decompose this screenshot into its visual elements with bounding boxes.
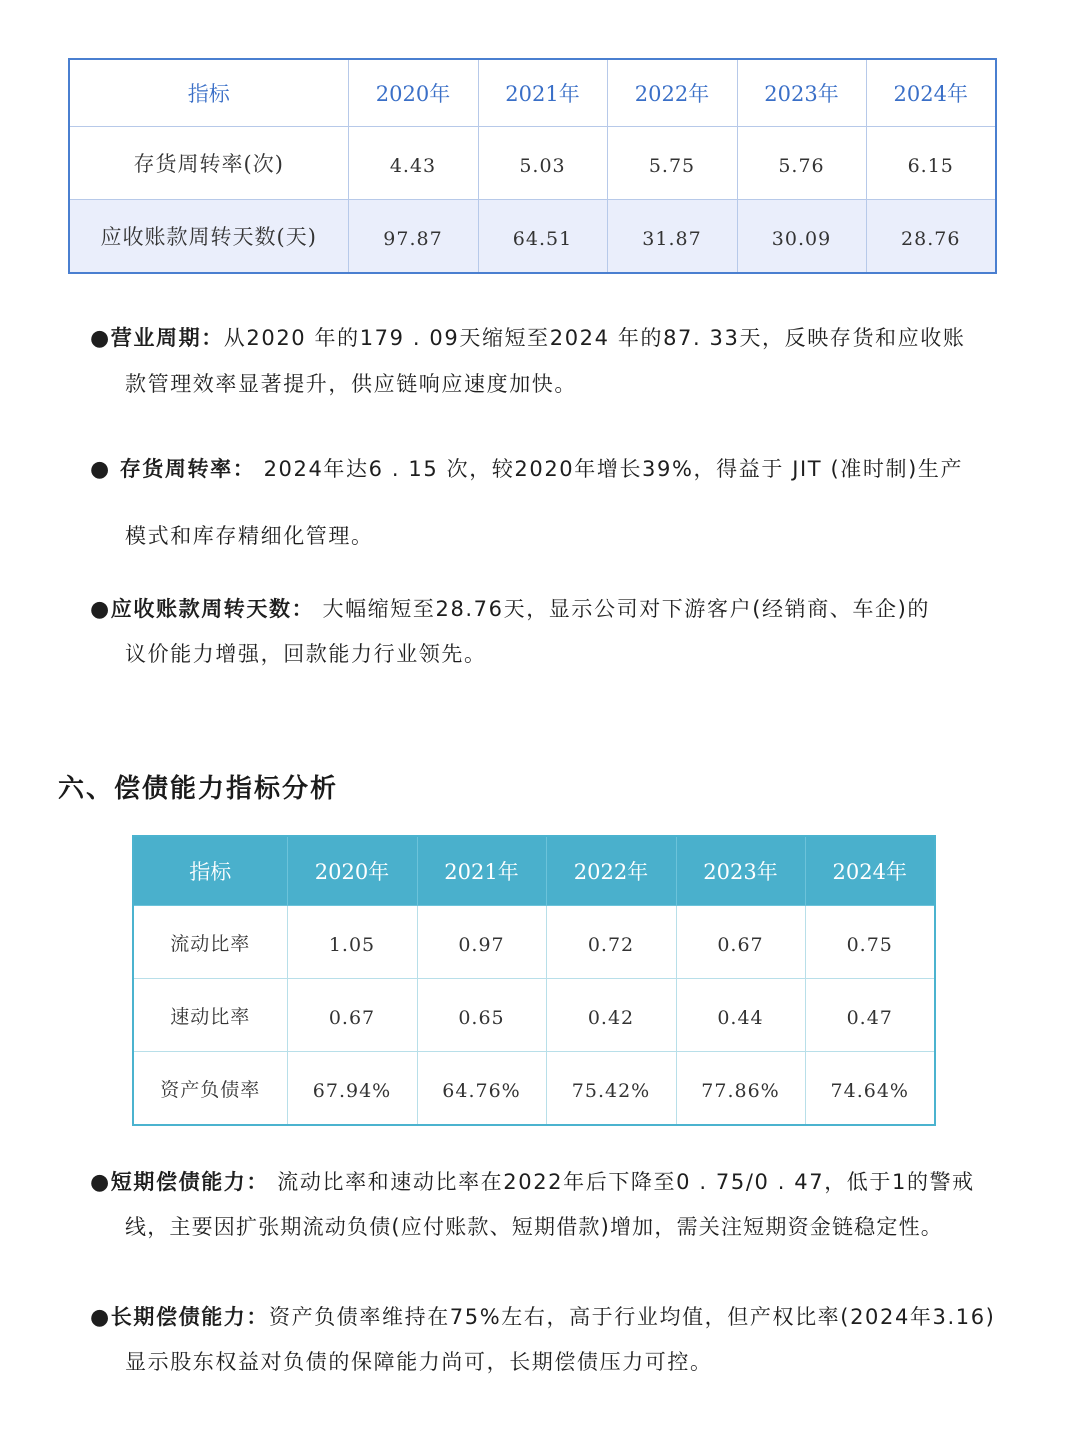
bullet-title: 存货周转率： bbox=[110, 457, 256, 481]
bullet-title: 长期偿债能力： bbox=[110, 1305, 269, 1329]
table-cell: 28.76 bbox=[866, 200, 996, 274]
bullet-marker: ● bbox=[90, 457, 111, 482]
table-cell: 30.09 bbox=[737, 200, 866, 274]
table-cell: 31.87 bbox=[607, 200, 737, 274]
header-cell: 2022年 bbox=[607, 59, 737, 127]
bullet-long-term-solvency bbox=[90, 1301, 1010, 1378]
table-cell: 0.67 bbox=[287, 979, 417, 1052]
table-row bbox=[69, 127, 996, 200]
bullet-title: 应收账款周转天数： bbox=[110, 597, 315, 621]
header-cell: 2023年 bbox=[737, 59, 866, 127]
header-cell: 2021年 bbox=[478, 59, 607, 127]
table-cell: 5.03 bbox=[478, 127, 607, 200]
bullet-marker: ● bbox=[90, 1170, 111, 1195]
section-title: 六、偿债能力指标分析 bbox=[58, 774, 339, 804]
bullet-marker: ● bbox=[90, 1305, 111, 1330]
table-cell: 0.65 bbox=[417, 979, 546, 1052]
table-cell: 5.75 bbox=[607, 127, 737, 200]
table-header-row bbox=[69, 59, 996, 127]
bullet-text-cont: 线，主要因扩张期流动负债(应付账款、短期借款)增加，需关注短期资金链稳定性。 bbox=[125, 1215, 943, 1239]
bullet-operating-cycle bbox=[90, 322, 1010, 400]
table-cell: 0.97 bbox=[417, 906, 546, 979]
bullet-marker: ● bbox=[90, 326, 111, 351]
table-cell: 75.42% bbox=[546, 1052, 676, 1126]
table-cell: 0.75 bbox=[805, 906, 935, 979]
header-cell: 2022年 bbox=[546, 836, 676, 906]
bullet-text: 资产负债率维持在75%左右，高于行业均值，但产权比率(2024年3.16) bbox=[269, 1305, 996, 1329]
bullet-short-term-solvency bbox=[90, 1166, 1010, 1243]
bullet-text: 从2020 年的179 . 09天缩短至2024 年的87. 33天，反映存货和应收账 bbox=[223, 326, 966, 350]
table-cell: 1.05 bbox=[287, 906, 417, 979]
header-cell: 2021年 bbox=[417, 836, 546, 906]
table-cell: 5.76 bbox=[737, 127, 866, 200]
bullet-inventory-turnover bbox=[90, 453, 1010, 552]
table-cell: 97.87 bbox=[348, 200, 478, 274]
header-cell: 2020年 bbox=[287, 836, 417, 906]
table-header-row bbox=[133, 836, 935, 906]
header-cell: 2024年 bbox=[866, 59, 996, 127]
table-cell: 6.15 bbox=[866, 127, 996, 200]
row-label: 存货周转率(次) bbox=[69, 127, 348, 200]
table-cell: 0.47 bbox=[805, 979, 935, 1052]
header-cell: 2024年 bbox=[805, 836, 935, 906]
table-cell: 64.76% bbox=[417, 1052, 546, 1126]
turnover-table bbox=[68, 58, 997, 274]
bullet-title: 营业周期： bbox=[110, 326, 224, 350]
header-cell: 2020年 bbox=[348, 59, 478, 127]
header-cell: 2023年 bbox=[676, 836, 805, 906]
table-cell: 67.94% bbox=[287, 1052, 417, 1126]
table-row bbox=[69, 200, 996, 274]
bullet-text-cont: 模式和库存精细化管理。 bbox=[125, 524, 374, 548]
table-cell: 0.67 bbox=[676, 906, 805, 979]
row-label: 应收账款周转天数(天) bbox=[69, 200, 348, 274]
table-cell: 64.51 bbox=[478, 200, 607, 274]
bullet-text-cont: 议价能力增强，回款能力行业领先。 bbox=[125, 642, 487, 666]
bullet-title: 短期偿债能力： bbox=[110, 1170, 269, 1194]
table-row bbox=[133, 979, 935, 1052]
bullet-receivable-days bbox=[90, 593, 1010, 670]
bullet-text: 2024年达6 . 15 次，较2020年增长39%，得益于 JIT (准时制)生产 bbox=[255, 457, 964, 481]
bullet-text-cont: 款管理效率显著提升，供应链响应速度加快。 bbox=[125, 372, 577, 396]
table-cell: 4.43 bbox=[348, 127, 478, 200]
row-label: 速动比率 bbox=[133, 979, 287, 1052]
table-row bbox=[133, 906, 935, 979]
table-cell: 0.72 bbox=[546, 906, 676, 979]
table-cell: 77.86% bbox=[676, 1052, 805, 1126]
bullet-marker: ● bbox=[90, 597, 111, 622]
row-label: 流动比率 bbox=[133, 906, 287, 979]
bullet-text: 流动比率和速动比率在2022年后下降至0 . 75/0 . 47，低于1的警戒 bbox=[269, 1170, 975, 1194]
header-cell: 指标 bbox=[133, 836, 287, 906]
bullet-text-cont: 显示股东权益对负债的保障能力尚可，长期偿债压力可控。 bbox=[125, 1350, 713, 1374]
table-row bbox=[133, 1052, 935, 1126]
table-cell: 0.42 bbox=[546, 979, 676, 1052]
row-label: 资产负债率 bbox=[133, 1052, 287, 1126]
table-cell: 0.44 bbox=[676, 979, 805, 1052]
bullet-text: 大幅缩短至28.76天，显示公司对下游客户(经销商、车企)的 bbox=[314, 597, 930, 621]
header-cell: 指标 bbox=[69, 59, 348, 127]
solvency-table bbox=[132, 835, 936, 1126]
table-cell: 74.64% bbox=[805, 1052, 935, 1126]
